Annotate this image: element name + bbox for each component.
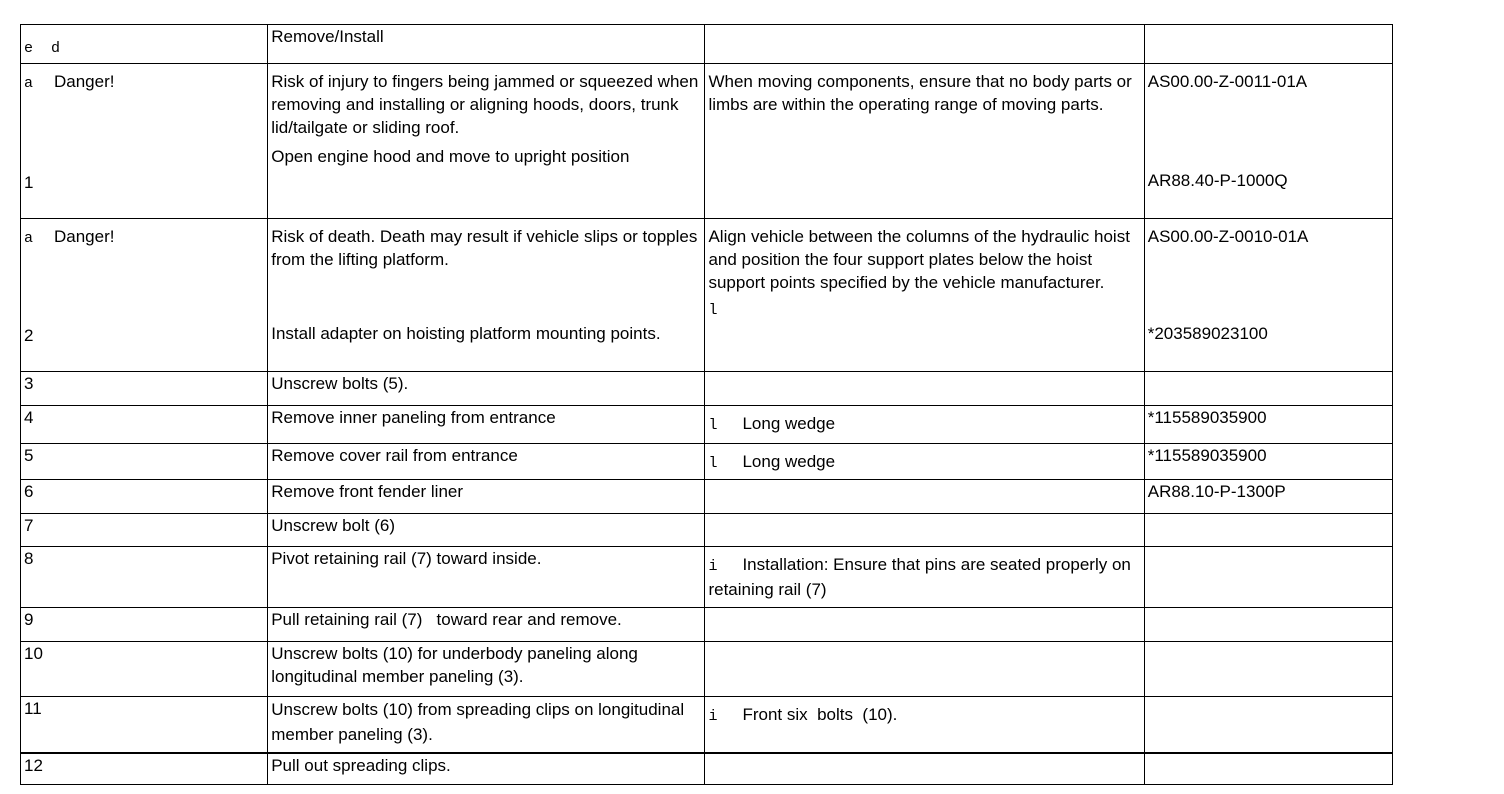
step-note-cell (705, 642, 1144, 697)
step-ref-cell (1144, 480, 1392, 514)
table-row (21, 753, 1393, 785)
step-number: 7 (24, 516, 34, 535)
table-row-danger-1 (21, 64, 1393, 219)
step-note-cell (705, 372, 1144, 406)
step-note: Installation: Ensure that pins are seated properly on retaining rail (7) (708, 555, 1131, 599)
table-row-danger-2 (21, 219, 1393, 372)
step-text: Remove inner paneling from entrance (271, 408, 556, 427)
step-note-cell (705, 753, 1144, 785)
danger-ref-cell (1144, 64, 1392, 219)
header-symbol-cell (21, 25, 268, 64)
step-text-cell (268, 608, 705, 642)
step-number: 2 (24, 326, 34, 345)
table-header-row (21, 25, 1393, 64)
step-text: Remove cover rail from entrance (271, 446, 518, 465)
step-number: 6 (24, 482, 34, 501)
step-ref: AR88.10-P-1300P (1147, 482, 1286, 501)
step-text-cell (268, 406, 705, 444)
step-text-cell (268, 444, 705, 480)
step-text: Unscrew bolts (5). (271, 374, 409, 393)
step-note-cell (705, 444, 1144, 480)
step-text: Pull out spreading clips. (271, 755, 451, 775)
header-empty-cell (705, 25, 1144, 64)
step-ref: *115589035900 (1147, 408, 1267, 427)
info-icon: i (708, 558, 718, 575)
table-row (21, 697, 1393, 753)
step-number: 5 (24, 446, 34, 465)
step-note-cell (705, 514, 1144, 547)
danger-note-cell (705, 219, 1144, 372)
danger-note-cell (705, 64, 1144, 219)
step-number-cell (21, 480, 268, 514)
header-symbol: e d (24, 40, 61, 57)
table-row (21, 406, 1393, 444)
step-ref: AR88.40-P-1000Q (1147, 171, 1288, 190)
table-row (21, 608, 1393, 642)
step-note-cell (705, 608, 1144, 642)
step-number: 9 (24, 610, 34, 629)
danger-note: Align vehicle between the columns of the hydraulic hoist and position the four support plates below the hoist support points specified by the vehicle manufacturer. (708, 227, 1130, 292)
danger-icon: a (24, 75, 34, 92)
danger-label: Danger! (54, 227, 115, 246)
step-note: Long wedge (742, 414, 836, 433)
step-ref-cell (1144, 372, 1392, 406)
danger-note: When moving components, ensure that no body parts or limbs are within the operating range of moving parts. (708, 72, 1132, 114)
table-row (21, 547, 1393, 608)
table-row (21, 372, 1393, 406)
danger-text: Risk of death. Death may result if vehicle slips or topples from the lifting platform. (271, 227, 698, 269)
danger-text-cell (268, 219, 705, 372)
step-number-cell (21, 547, 268, 608)
step-number: 3 (24, 374, 34, 393)
header-empty-cell (1144, 25, 1392, 64)
step-number: 1 (24, 173, 34, 192)
step-note-cell (705, 480, 1144, 514)
step-number: 8 (24, 549, 34, 568)
step-text-cell (268, 547, 705, 608)
danger-icon: a (24, 230, 34, 247)
step-ref-cell (1144, 444, 1392, 480)
step-ref-cell (1144, 697, 1392, 753)
danger-label-cell (21, 219, 268, 372)
step-text: Pull retaining rail (7) toward rear and remove. (271, 610, 622, 629)
step-number: 12 (24, 755, 43, 775)
step-text: Unscrew bolts (10) from spreading clips on longitudinal member paneling (3). (271, 700, 685, 744)
table-row (21, 642, 1393, 697)
tool-icon: l (708, 417, 718, 434)
step-text: Install adapter on hoisting platform mounting points. (271, 324, 661, 343)
step-number: 4 (24, 408, 34, 427)
step-ref: *115589035900 (1147, 446, 1267, 465)
tool-icon: l (708, 302, 718, 319)
table-row (21, 480, 1393, 514)
danger-text-cell (268, 64, 705, 219)
danger-ref-cell (1144, 219, 1392, 372)
info-icon: i (708, 708, 718, 725)
step-text: Open engine hood and move to upright position (271, 147, 630, 166)
header-title-cell (268, 25, 705, 64)
step-text: Remove front fender liner (271, 482, 464, 501)
step-number-cell (21, 372, 268, 406)
step-number: 10 (24, 644, 43, 663)
step-text-cell (268, 753, 705, 785)
step-number-cell (21, 444, 268, 480)
step-note-cell (705, 406, 1144, 444)
step-text-cell (268, 514, 705, 547)
step-note: Front six bolts (10). (742, 705, 898, 724)
step-number-cell (21, 642, 268, 697)
step-text-cell (268, 642, 705, 697)
step-ref-cell (1144, 547, 1392, 608)
step-number-cell (21, 406, 268, 444)
step-note-cell (705, 697, 1144, 753)
step-text: Unscrew bolts (10) for underbody paneling along longitudinal member paneling (3). (271, 644, 638, 686)
danger-label: Danger! (54, 72, 115, 91)
step-text: Pivot retaining rail (7) toward inside. (271, 549, 542, 568)
step-note: Long wedge (742, 452, 836, 471)
step-ref-cell (1144, 406, 1392, 444)
procedure-table (20, 24, 1393, 785)
step-ref-cell (1144, 608, 1392, 642)
table-row (21, 514, 1393, 547)
danger-label-cell (21, 64, 268, 219)
step-ref-cell (1144, 753, 1392, 785)
step-text: Unscrew bolt (6) (271, 516, 395, 535)
step-number-cell (21, 753, 268, 785)
step-number: 11 (24, 699, 42, 718)
header-title: Remove/Install (271, 27, 384, 46)
step-ref-cell (1144, 514, 1392, 547)
step-ref-cell (1144, 642, 1392, 697)
step-number-cell (21, 514, 268, 547)
tool-icon: l (708, 455, 718, 472)
danger-ref: AS00.00-Z-0010-01A (1147, 227, 1309, 246)
step-ref: *203589023100 (1147, 324, 1268, 343)
step-text-cell (268, 697, 705, 753)
step-text-cell (268, 372, 705, 406)
step-text-cell (268, 480, 705, 514)
danger-text: Risk of injury to fingers being jammed or squeezed when removing and installing or aligning hoods, doors, trunk lid/tailgate or sliding roof. (271, 72, 699, 137)
step-number-cell (21, 697, 268, 753)
step-note-cell (705, 547, 1144, 608)
danger-ref: AS00.00-Z-0011-01A (1147, 72, 1308, 91)
step-number-cell (21, 608, 268, 642)
table-row (21, 444, 1393, 480)
